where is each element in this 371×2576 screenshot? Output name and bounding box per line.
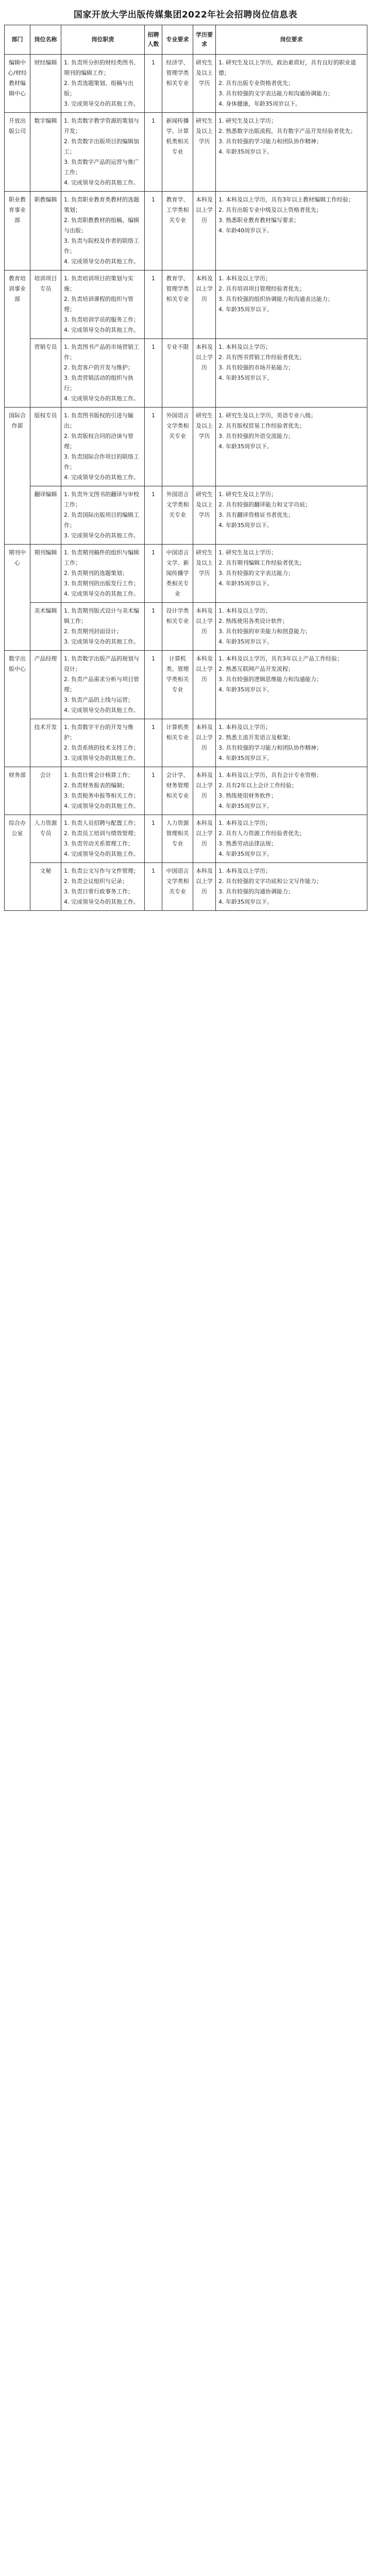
cell-duty-line: 2. 负责选题策划、组稿与出版； — [64, 80, 133, 97]
cell-req-line: 3. 具有较强的逻辑思维能力和沟通能力； — [218, 676, 322, 683]
cell-major: 外国语言文学类相关专业 — [162, 486, 193, 545]
cell-duty-line: 4. 完成领导交办的其他工作。 — [64, 899, 139, 905]
cell-dept: 职业教育事业部 — [5, 192, 30, 270]
cell-duty — [61, 719, 145, 767]
table-header-row — [5, 25, 367, 55]
cell-duty-line: 3. 负责营销活动的组织与执行； — [64, 375, 133, 392]
cell-duty-line: 2. 负责数字出版项目的编辑加工； — [64, 138, 139, 155]
cell-req-line: 4. 年龄35周岁以下。 — [218, 580, 273, 587]
cell-duty — [61, 767, 145, 815]
cell-req-line: 2. 具有出版专业中级及以上资格者优先； — [218, 207, 322, 213]
cell-req-line: 1. 研究生及以上学历，英语专业八级； — [218, 412, 316, 419]
cell-duty-line: 2. 负责会议组织与记录； — [64, 878, 128, 885]
cell-req — [216, 192, 367, 270]
table-row — [5, 603, 367, 651]
cell-duty-line: 2. 负责财务报表的编制； — [64, 782, 128, 789]
table-row — [5, 815, 367, 863]
cell-req-line: 2. 具有人力资源工作经验者优先； — [218, 830, 305, 837]
table-row — [5, 113, 367, 192]
cell-post: 翻译编辑 — [30, 486, 61, 545]
cell-req-line: 4. 年龄35周岁以下。 — [218, 638, 273, 645]
cell-req-line: 4. 年龄35周岁以下。 — [218, 148, 273, 155]
cell-duty-line: 1. 负责数字平台的开发与维护； — [64, 724, 133, 741]
cell-req-line: 3. 具有较强的文字表达能力和沟通协调能力； — [218, 90, 333, 97]
cell-post: 技术开发 — [30, 719, 61, 767]
table-row — [5, 651, 367, 719]
cell-post: 文秘 — [30, 863, 61, 911]
cell-duty-line: 2. 负责系统的技术支持工作； — [64, 744, 139, 751]
cell-duty — [61, 603, 145, 651]
cell-req-line: 2. 具有图书营销工作经验者优先； — [218, 354, 305, 361]
cell-edu: 本科及以上学历 — [193, 651, 216, 719]
cell-duty-line: 1. 负责数字教学资源的策划与开发； — [64, 117, 139, 134]
cell-duty-line: 3. 负责日常行政事务工作； — [64, 888, 133, 895]
cell-major: 专业不限 — [162, 339, 193, 408]
cell-major: 计算机类相关专业 — [162, 719, 193, 767]
cell-num: 1 — [145, 767, 162, 815]
cell-duty-line: 2. 负责职教教材的组稿、编辑与出版； — [64, 217, 139, 234]
cell-req-line: 2. 具有培训项目管理经验者优先； — [218, 285, 305, 292]
recruitment-table — [4, 25, 367, 911]
cell-req-line: 4. 年龄35周岁以下。 — [218, 755, 273, 761]
cell-num: 1 — [145, 192, 162, 270]
cell-duty-line: 4. 完成领导交办的其他工作。 — [64, 258, 139, 265]
cell-req — [216, 339, 367, 408]
cell-duty-line: 1. 负责公文写作与文件管理； — [64, 868, 139, 874]
table-row — [5, 767, 367, 815]
cell-post: 职教编辑 — [30, 192, 61, 270]
cell-duty — [61, 545, 145, 603]
cell-edu: 研究生及以上学历 — [193, 486, 216, 545]
table-row — [5, 863, 367, 911]
table-row — [5, 339, 367, 408]
cell-dept: 教育培训事业部 — [5, 270, 30, 408]
cell-duty — [61, 113, 145, 192]
cell-req-line: 4. 年龄35周岁以下。 — [218, 899, 273, 905]
cell-dept: 综合办公室 — [5, 815, 30, 911]
cell-req-line: 3. 具有较强的外语交流能力； — [218, 433, 294, 439]
cell-num: 1 — [145, 55, 162, 113]
cell-edu: 研究生及以上学历 — [193, 408, 216, 486]
cell-edu: 研究生及以上学历 — [193, 113, 216, 192]
cell-edu: 本科及以上学历 — [193, 863, 216, 911]
cell-duty-line: 1. 负责图书版权的引进与输出； — [64, 412, 133, 429]
cell-num: 1 — [145, 339, 162, 408]
table-row — [5, 486, 367, 545]
cell-duty-line: 3. 负责期刊的出版发行工作； — [64, 580, 139, 587]
cell-req-line: 1. 研究生及以上学历； — [218, 491, 277, 498]
cell-dept: 国际合作部 — [5, 408, 30, 545]
cell-req-line: 2. 熟悉主流开发语言及框架； — [218, 734, 294, 741]
cell-post: 财经编辑 — [30, 55, 61, 113]
cell-req-line: 1. 本科及以上学历，具有3年以上产品工作经验； — [218, 655, 343, 662]
cell-num: 1 — [145, 270, 162, 339]
cell-duty — [61, 270, 145, 339]
cell-duty-line: 3. 完成领导交办的其他工作。 — [64, 755, 139, 761]
cell-duty-line: 2. 负责员工培训与绩效管理； — [64, 830, 139, 837]
cell-req-line: 3. 熟悉职业教育教材编写要求； — [218, 217, 299, 224]
cell-req-line: 2. 熟练使用各类设计软件； — [218, 618, 288, 624]
cell-post: 人力资源专员 — [30, 815, 61, 863]
table-row — [5, 192, 367, 270]
cell-req-line: 4. 年龄35周岁以下。 — [218, 686, 273, 693]
cell-req-line: 3. 具有较强的学习能力和团队协作精神； — [218, 744, 322, 751]
cell-req — [216, 486, 367, 545]
cell-duty-line: 3. 负责培训学员的服务工作； — [64, 316, 139, 323]
cell-post: 数字编辑 — [30, 113, 61, 192]
cell-req — [216, 270, 367, 339]
cell-dept: 开放出版公司 — [5, 113, 30, 192]
table-row — [5, 270, 367, 339]
cell-major: 教育学、工学类相关专业 — [162, 192, 193, 270]
cell-req — [216, 55, 367, 113]
cell-req-line: 4. 年龄35周岁以下。 — [218, 375, 273, 381]
table-row — [5, 55, 367, 113]
cell-num: 1 — [145, 815, 162, 863]
cell-duty-line: 3. 负责数字产品的运营与推广工作； — [64, 159, 139, 176]
cell-major: 人力资源管理相关专业 — [162, 815, 193, 863]
cell-req-line: 4. 身体健康，年龄35周岁以下。 — [218, 100, 301, 107]
header-major: 专业要求 — [162, 25, 193, 55]
cell-req — [216, 863, 367, 911]
cell-duty-line: 4. 完成领导交办的其他工作。 — [64, 327, 139, 333]
cell-duty-line: 4. 完成领导交办的其他工作。 — [64, 590, 139, 597]
cell-num: 1 — [145, 545, 162, 603]
cell-major: 新闻传播学、计算机类相关专业 — [162, 113, 193, 192]
cell-req-line: 1. 研究生及以上学历，政治素质好，具有良好的职业道德； — [218, 59, 356, 76]
cell-req-line: 1. 本科及以上学历； — [218, 820, 271, 826]
cell-dept: 期刊中心 — [5, 545, 30, 651]
cell-major: 中国语言文学类相关专业 — [162, 863, 193, 911]
table-row — [5, 719, 367, 767]
cell-duty-line: 1. 负责培训项目的策划与实施； — [64, 275, 133, 292]
cell-duty-line: 4. 完成领导交办的其他工作。 — [64, 803, 139, 809]
cell-edu: 研究生及以上学历 — [193, 545, 216, 603]
cell-duty — [61, 815, 145, 863]
cell-req-line: 1. 本科及以上学历； — [218, 344, 271, 350]
cell-req-line: 4. 年龄40周岁以下。 — [218, 227, 273, 234]
cell-req-line: 1. 本科及以上学历； — [218, 868, 271, 874]
cell-duty-line: 3. 负责劳动关系管理工作； — [64, 840, 133, 847]
cell-req — [216, 719, 367, 767]
cell-req-line: 2. 具有版权贸易工作经验者优先； — [218, 422, 305, 429]
cell-edu: 本科及以上学历 — [193, 270, 216, 339]
cell-edu: 本科及以上学历 — [193, 815, 216, 863]
cell-post: 期刊编辑 — [30, 545, 61, 603]
cell-duty-line: 2. 负责培训课程的组织与管理； — [64, 296, 133, 313]
header-num: 招聘人数 — [145, 25, 162, 55]
cell-duty-line: 3. 负责税务申报等相关工作； — [64, 792, 139, 799]
header-post: 岗位名称 — [30, 25, 61, 55]
cell-duty-line: 1. 负责数字出版产品的规划与设计； — [64, 655, 139, 672]
cell-req-line: 2. 具有2年以上会计工作经验； — [218, 782, 297, 789]
cell-duty-line: 4. 完成领导交办的其他工作。 — [64, 474, 139, 481]
cell-dept: 数字出版中心 — [5, 651, 30, 767]
cell-req-line: 3. 具有较强的文字表达能力； — [218, 570, 294, 577]
cell-req-line: 1. 本科及以上学历； — [218, 724, 271, 731]
cell-req-line: 4. 年龄35周岁以下。 — [218, 851, 273, 857]
cell-req-line: 4. 年龄35周岁以下。 — [218, 443, 273, 450]
cell-major: 会计学、财务管理相关专业 — [162, 767, 193, 815]
cell-duty — [61, 339, 145, 408]
cell-duty-line: 3. 负责国际合作项目的联络工作； — [64, 453, 139, 470]
cell-post: 美术编辑 — [30, 603, 61, 651]
cell-duty-line: 4. 完成领导交办的其他工作。 — [64, 179, 139, 186]
cell-major: 教育学、管理学类相关专业 — [162, 270, 193, 339]
cell-req — [216, 113, 367, 192]
cell-duty-line: 1. 负责职业教育类教材的选题策划； — [64, 196, 139, 213]
cell-req-line: 2. 具有期刊编辑工作经验者优先； — [218, 560, 305, 566]
cell-req-line: 4. 年龄35周岁以下。 — [218, 803, 273, 809]
cell-req-line: 2. 具有较强的文字功底和公文写作能力； — [218, 878, 322, 885]
cell-duty — [61, 651, 145, 719]
cell-num: 1 — [145, 408, 162, 486]
cell-req-line: 2. 熟悉数字出版流程，具有数字产品开发经验者优先； — [218, 128, 356, 134]
table-row — [5, 545, 367, 603]
page-title: 国家开放大学出版传媒集团2022年社会招聘岗位信息表 — [73, 10, 298, 20]
cell-major: 设计学类相关专业 — [162, 603, 193, 651]
cell-duty-line: 3. 完成领导交办的其他工作。 — [64, 638, 139, 645]
cell-duty-line: 2. 负责期刊的选题策划； — [64, 570, 128, 577]
cell-req-line: 1. 研究生及以上学历； — [218, 549, 277, 556]
cell-edu: 本科及以上学历 — [193, 603, 216, 651]
cell-num: 1 — [145, 486, 162, 545]
cell-req-line: 1. 本科及以上学历，具有3年以上教材编辑工作经验； — [218, 196, 354, 203]
cell-post: 营销专员 — [30, 339, 61, 408]
cell-duty-line: 4. 完成领导交办的其他工作。 — [64, 851, 139, 857]
cell-post: 会计 — [30, 767, 61, 815]
cell-req — [216, 767, 367, 815]
cell-req-line: 3. 具有较强的审美能力和创意能力； — [218, 628, 311, 635]
cell-duty-line: 3. 完成领导交办的其他工作。 — [64, 100, 139, 107]
table-row — [5, 408, 367, 486]
cell-duty-line: 1. 负责期刊版式设计与美术编辑工作； — [64, 607, 139, 624]
cell-post: 版权专员 — [30, 408, 61, 486]
cell-post: 产品经理 — [30, 651, 61, 719]
cell-edu: 研究生及以上学历 — [193, 55, 216, 113]
header-edu: 学历要求 — [193, 25, 216, 55]
cell-duty-line: 3. 负责与院校及作者的联络工作； — [64, 238, 139, 255]
cell-num: 1 — [145, 113, 162, 192]
cell-req-line: 2. 熟悉互联网产品开发流程； — [218, 666, 294, 672]
cell-req-line: 3. 熟悉劳动法律法规； — [218, 840, 277, 847]
cell-duty-line: 1. 负责外文图书的翻译与审校工作； — [64, 491, 139, 508]
header-duty: 岗位职责 — [61, 25, 145, 55]
cell-edu: 本科及以上学历 — [193, 767, 216, 815]
cell-req-line: 3. 熟练使用财务软件； — [218, 792, 277, 799]
cell-req-line: 1. 本科及以上学历； — [218, 275, 271, 282]
cell-major: 计算机类、管理学类相关专业 — [162, 651, 193, 719]
cell-req-line: 3. 具有较强的沟通协调能力； — [218, 888, 294, 895]
cell-major: 中国语言文学、新闻传播学类相关专业 — [162, 545, 193, 603]
cell-req — [216, 545, 367, 603]
cell-req-line: 4. 年龄35周岁以下。 — [218, 306, 273, 313]
cell-major: 经济学、管理学类相关专业 — [162, 55, 193, 113]
cell-duty-line: 1. 负责所分担的财经类图书、期刊的编辑工作； — [64, 59, 139, 76]
cell-req-line: 2. 具有出版专业资格者优先； — [218, 80, 294, 87]
cell-duty-line: 3. 完成领导交办的其他工作。 — [64, 532, 139, 539]
cell-num: 1 — [145, 719, 162, 767]
cell-post: 培训项目专员 — [30, 270, 61, 339]
cell-edu: 本科及以上学历 — [193, 719, 216, 767]
cell-num: 1 — [145, 651, 162, 719]
cell-duty-line: 2. 负责国际出版项目的编辑工作； — [64, 512, 139, 529]
cell-duty-line: 2. 负责版权合同的洽谈与管理； — [64, 433, 133, 450]
cell-dept: 财务部 — [5, 767, 30, 815]
cell-req-line: 2. 具有较强的翻译能力和文字功底； — [218, 501, 311, 508]
cell-req-line: 1. 本科及以上学历； — [218, 607, 271, 614]
cell-duty-line: 2. 负责产品需求分析与项目管理； — [64, 676, 139, 693]
cell-duty — [61, 486, 145, 545]
cell-duty — [61, 863, 145, 911]
cell-duty-line: 2. 负责期刊封面设计； — [64, 628, 122, 635]
cell-req — [216, 603, 367, 651]
cell-num: 1 — [145, 603, 162, 651]
cell-duty-line: 1. 负责图书产品的市场营销工作； — [64, 344, 139, 361]
cell-req — [216, 651, 367, 719]
cell-req-line: 3. 具有较强的组织协调能力和沟通表达能力； — [218, 296, 333, 302]
header-dept: 部门 — [5, 25, 30, 55]
cell-duty-line: 3. 负责产品的上线与运营； — [64, 697, 133, 703]
cell-req — [216, 815, 367, 863]
cell-duty — [61, 55, 145, 113]
cell-duty — [61, 192, 145, 270]
cell-edu: 本科及以上学历 — [193, 339, 216, 408]
table-body — [5, 55, 367, 911]
cell-req-line: 1. 本科及以上学历，具有会计专业资格； — [218, 772, 322, 778]
cell-req-line: 4. 年龄35周岁以下。 — [218, 522, 273, 529]
cell-req — [216, 408, 367, 486]
cell-req-line: 3. 具有较强的学习能力和团队协作精神； — [218, 138, 322, 145]
cell-duty-line: 2. 负责客户的开发与维护； — [64, 364, 133, 371]
cell-duty-line: 1. 负责人员招聘与配置工作； — [64, 820, 139, 826]
cell-num: 1 — [145, 863, 162, 911]
cell-edu: 本科及以上学历 — [193, 192, 216, 270]
cell-req-line: 1. 研究生及以上学历； — [218, 117, 277, 124]
cell-duty-line: 1. 负责日常会计核算工作； — [64, 772, 133, 778]
header-req: 岗位要求 — [216, 25, 367, 55]
cell-dept: 编辑中心/财经教材编辑中心 — [5, 55, 30, 113]
cell-req-line: 3. 具有较强的市场开拓能力； — [218, 364, 294, 371]
cell-duty-line: 4. 完成领导交办的其他工作。 — [64, 395, 139, 402]
cell-duty — [61, 408, 145, 486]
cell-duty-line: 4. 完成领导交办的其他工作。 — [64, 707, 139, 714]
cell-duty-line: 1. 负责期刊稿件的组织与编辑工作； — [64, 549, 139, 566]
cell-req-line: 3. 具有翻译资格证书者优先； — [218, 512, 294, 518]
cell-major: 外国语言文学类相关专业 — [162, 408, 193, 486]
